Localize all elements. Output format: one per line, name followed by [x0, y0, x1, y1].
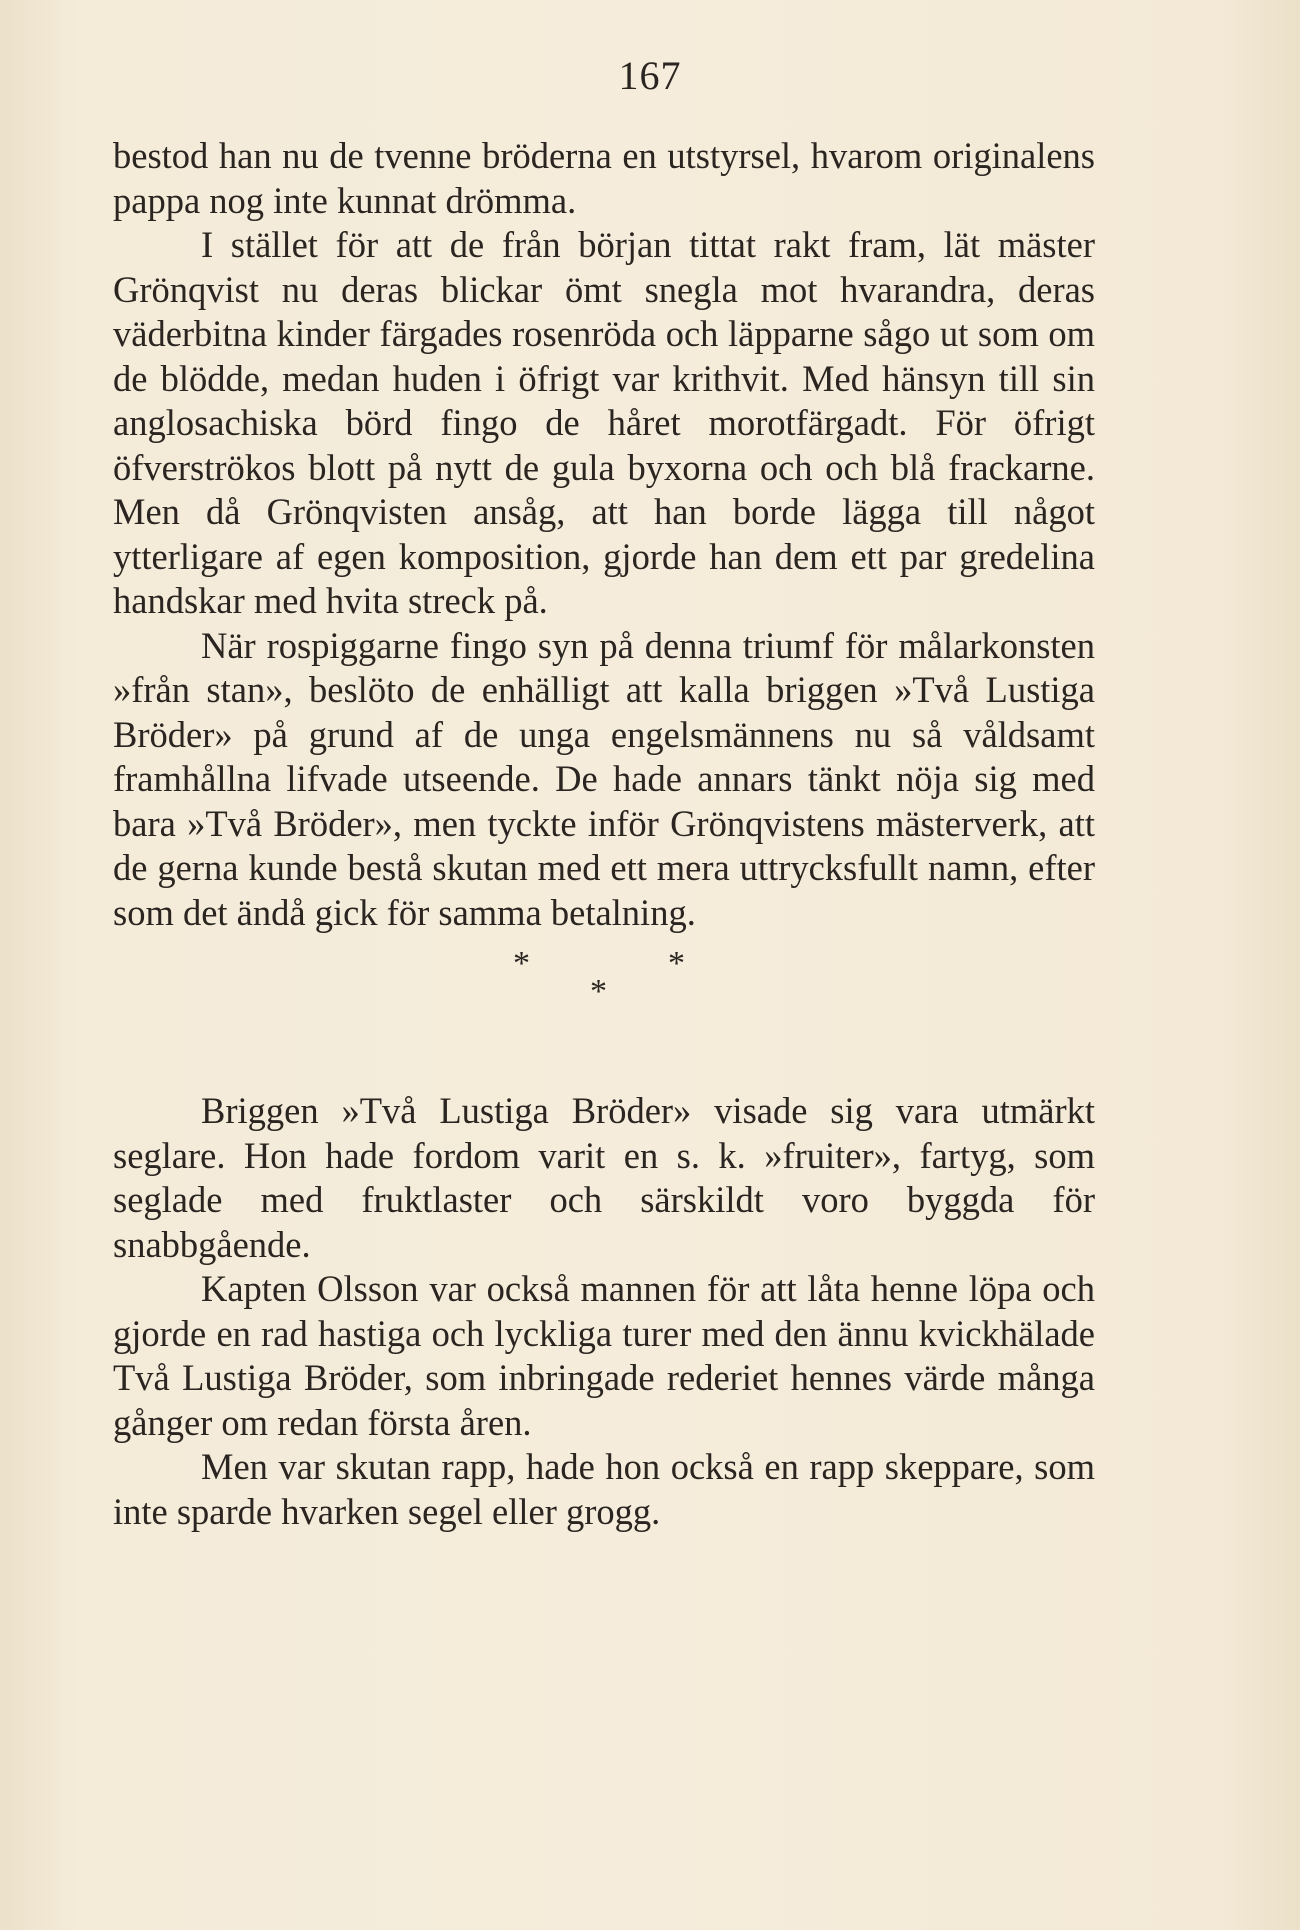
paragraph: I stället för att de från början tittat rakt fram, lät mäster Grönqvist nu deras blickar ömt snegla mot hvarandra, deras väderbitna kinder färgades rosenröda och läpparne sågo ut som om de blödde, medan huden i öfrigt var krithvit. Med hänsyn till sin anglosachiska börd fingo de håret morotfärgadt. För öfrigt öfverströkos blott på nytt de gula byxorna och och blå frackarne. Men då Grönqvisten ansåg, att han borde lägga till något ytterligare af egen komposition, gjorde han dem ett par gredelina handskar med hvita streck på. [113, 224, 1095, 621]
second-section [113, 1089, 1095, 1534]
paragraph: Men var skutan rapp, hade hon också en rapp skeppare, som inte sparde hvarken segel eller grogg. [113, 1446, 1095, 1532]
body-text [113, 134, 1095, 1534]
section-divider [113, 935, 1095, 1089]
paragraph: Kapten Olsson var också mannen för att låta henne löpa och gjorde en rad hastiga och lyckliga turer med den ännu kvickhälade Två Lustiga Bröder, som inbringade rederiet hennes värde många gånger om redan första åren. [113, 1268, 1095, 1443]
asterisk-ornament: * [668, 945, 685, 982]
asterisk-ornament: * [590, 973, 607, 1010]
paragraph: bestod han nu de tvenne bröderna en utstyrsel, hvarom originalens pappa nog inte kunnat drömma. [113, 135, 1095, 221]
asterisk-ornament: * [513, 945, 530, 982]
paragraph: När rospiggarne fingo syn på denna triumf för målarkonsten »från stan», beslöto de enhälligt att kalla briggen »Två Lustiga Bröder» på grund af de unga engelsmännens nu så våldsamt framhållna lifvade utseende. De hade annars tänkt nöja sig med bara »Två Bröder», men tyckte inför Grönqvistens mästerverk, att de gerna kunde bestå skutan med ett mera uttrycksfullt namn, efter som det ändå gick för samma betalning. [113, 624, 1095, 933]
page-number: 167 [618, 53, 682, 98]
paragraph: Briggen »Två Lustiga Bröder» visade sig vara utmärkt seglare. Hon hade fordom varit en s. k. »fruiter», fartyg, som seglade med fruktlaster och särskildt voro byggda för snabbgående. [113, 1090, 1095, 1265]
